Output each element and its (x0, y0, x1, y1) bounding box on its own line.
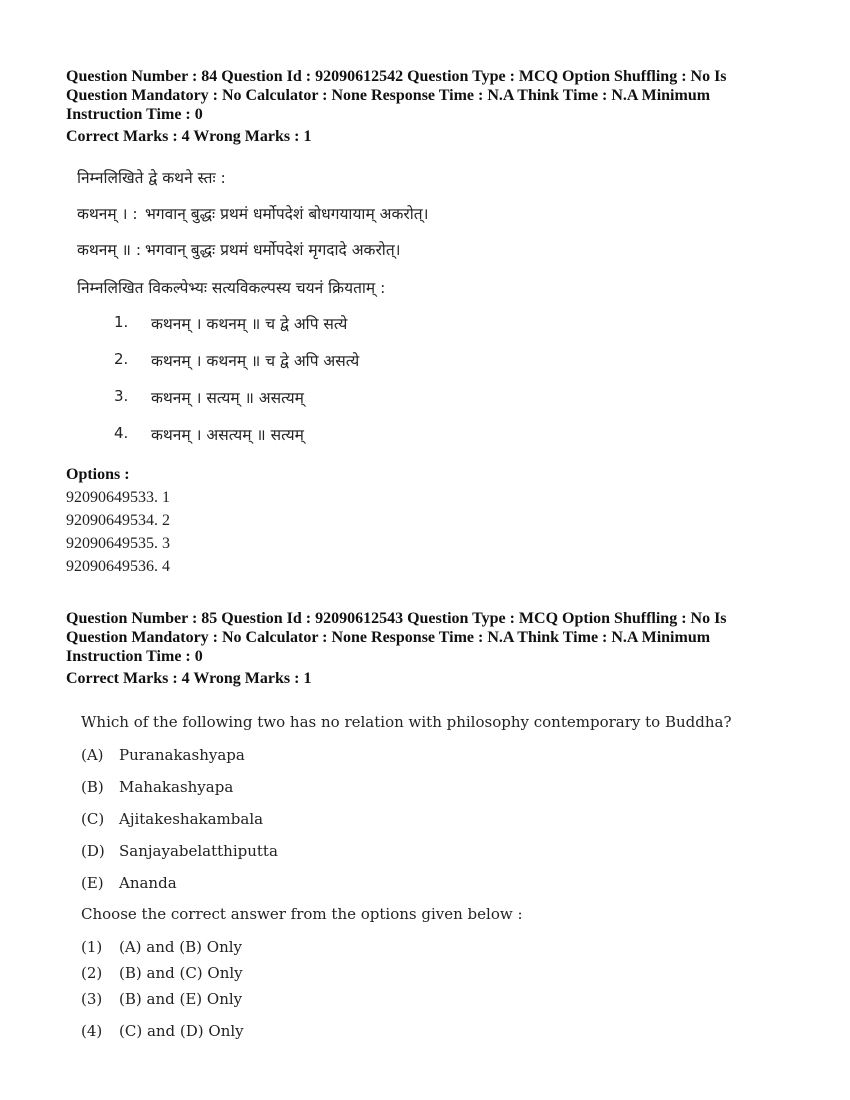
q84-meta (66, 67, 786, 124)
q84-statement-2-label: कथनम् ॥ : (77, 241, 142, 259)
q84-options-heading: Options : (66, 466, 130, 483)
q84-choice-4-text: कथनम् । असत्यम् ॥ सत्यम् (151, 426, 304, 444)
q84-statement-1-label: कथनम् । : (77, 205, 138, 223)
q84-choice-4-num: 4. (114, 424, 129, 442)
q84-choice-2-num: 2. (114, 350, 129, 368)
q84-choice-3-text: कथनम् । सत्यम् ॥ असत्यम् (151, 389, 304, 407)
q84-choice-3-num: 3. (114, 387, 129, 405)
q85-meta-line-2: Question Mandatory : No Calculator : None Response Time : N.A Think Time : N.A Minimum (66, 629, 711, 646)
q84-intro: निम्नलिखिते द्वे कथने स्तः : (77, 169, 226, 187)
q85-answer-4-label: (4) (81, 1022, 103, 1040)
q85-answer-3-text: (B) and (E) Only (119, 990, 243, 1008)
q85-answer-2-label: (2) (81, 964, 103, 982)
q85-answer-1-text: (A) and (B) Only (119, 938, 243, 956)
q84-choice-1-num: 1. (114, 313, 129, 331)
q85-item-b-text: Mahakashyapa (119, 778, 234, 796)
q85-item-d-text: Sanjayabelatthiputta (119, 842, 278, 860)
q85-item-c-text: Ajitakeshakambala (119, 810, 264, 828)
q84-option-2: 92090649534. 2 (66, 512, 170, 529)
q85-meta-line-3: Instruction Time : 0 (66, 648, 203, 665)
q85-answer-1-label: (1) (81, 938, 103, 956)
q85-item-e-text: Ananda (119, 874, 177, 892)
q85-item-a-text: Puranakashyapa (119, 746, 245, 764)
q85-meta (66, 609, 786, 666)
q84-option-3: 92090649535. 3 (66, 535, 170, 552)
q84-choice-1-text: कथनम् । कथनम् ॥ च द्वे अपि सत्ये (151, 315, 348, 333)
q84-instruction: निम्नलिखित विकल्पेभ्यः सत्यविकल्पस्य चयनं क्रियताम् : (77, 279, 386, 297)
q85-answer-4-text: (C) and (D) Only (119, 1022, 244, 1040)
q84-meta-line-1: Question Number : 84 Question Id : 92090612542 Question Type : MCQ Option Shuffling : No Is (66, 68, 727, 85)
q84-choice-2-text: कथनम् । कथनम् ॥ च द्वे अपि असत्ये (151, 352, 360, 370)
q85-marks: Correct Marks : 4 Wrong Marks : 1 (66, 670, 312, 687)
q84-option-1: 92090649533. 1 (66, 489, 170, 506)
q85-answer-2-text: (B) and (C) Only (119, 964, 243, 982)
q85-item-c-label: (C) (81, 810, 105, 828)
q85-meta-line-1: Question Number : 85 Question Id : 92090612543 Question Type : MCQ Option Shuffling : No Is (66, 610, 727, 627)
q84-statement-1 (77, 202, 428, 224)
q85-item-b-label: (B) (81, 778, 104, 796)
q84-statement-2-text: भगवान् बुद्धः प्रथमं धर्मोपदेशं मृगदादे अकरोत्। (145, 241, 401, 259)
q85-question: Which of the following two has no relation with philosophy contemporary to Buddha? (81, 713, 732, 731)
q85-item-d-label: (D) (81, 842, 105, 860)
q84-statement-1-text: भगवान् बुद्धः प्रथमं धर्मोपदेशं बोधगयायाम् अकरोत्। (145, 205, 429, 223)
q85-item-a-label: (A) (81, 746, 104, 764)
q85-choose-instruction: Choose the correct answer from the options given below : (81, 905, 523, 923)
q85-answer-3-label: (3) (81, 990, 103, 1008)
q85-item-e-label: (E) (81, 874, 104, 892)
q84-meta-line-2: Question Mandatory : No Calculator : None Response Time : N.A Think Time : N.A Minimum (66, 87, 711, 104)
q84-option-4: 92090649536. 4 (66, 558, 170, 575)
q84-statement-2 (77, 238, 401, 260)
q84-meta-line-3: Instruction Time : 0 (66, 106, 203, 123)
q84-marks: Correct Marks : 4 Wrong Marks : 1 (66, 128, 312, 145)
